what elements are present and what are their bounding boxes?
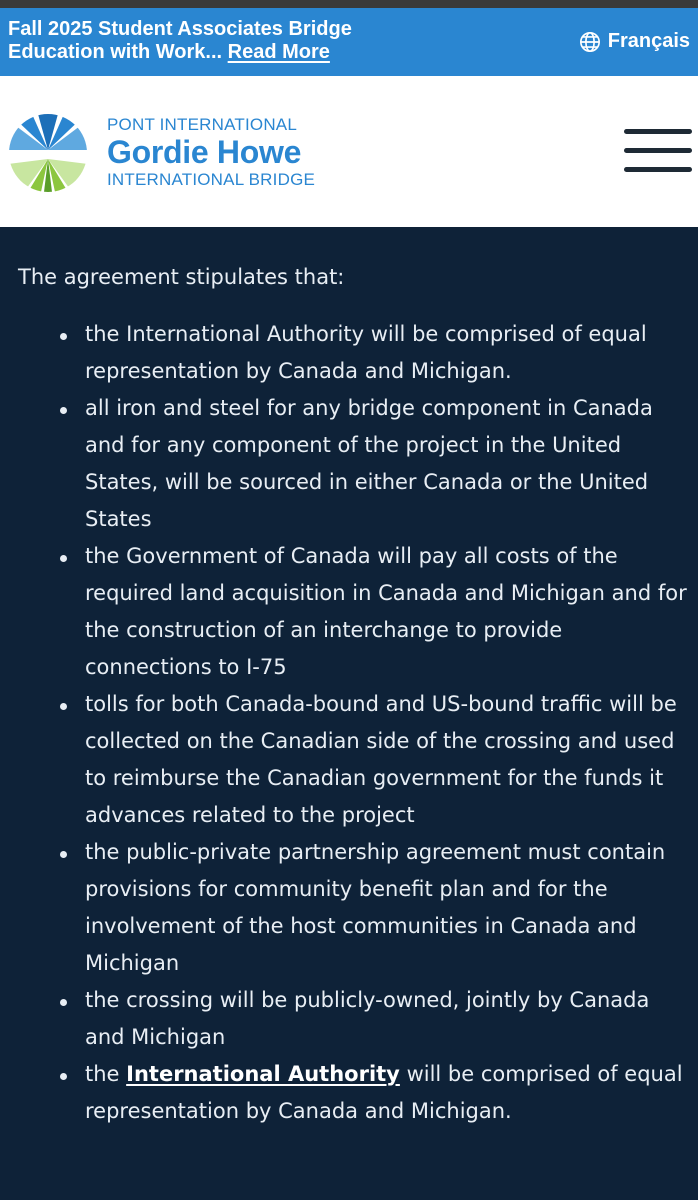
list-item-suffix: will be comprised of equal representation by Canada and Michigan. — [85, 1062, 683, 1123]
logo-line-top: PONT INTERNATIONAL — [107, 115, 297, 134]
intro-text: The agreement stipulates that: — [18, 265, 345, 289]
language-label: Français — [607, 30, 690, 52]
bridge-logo-icon[interactable] — [8, 114, 88, 192]
announcement-banner — [0, 8, 698, 76]
banner-message — [8, 18, 428, 64]
list-item: the Government of Canada will pay all costs of the required land acquisition in Canada and Michigan and for the construction of an interchange to provide connections to I-75 — [85, 538, 690, 686]
top-edge-bar — [0, 0, 698, 8]
site-header — [0, 76, 698, 227]
main-content — [0, 227, 698, 1200]
list-item — [85, 1056, 690, 1130]
stipulations-list — [85, 316, 690, 1130]
list-item: the crossing will be publicly-owned, jointly by Canada and Michigan — [85, 982, 690, 1056]
list-item-prefix: the — [85, 1062, 120, 1086]
list-item: the public-private partnership agreement must contain provisions for community benefit plan and for the involvement of the host communities in Canada and Michigan — [85, 834, 690, 982]
logo-line-bottom: INTERNATIONAL BRIDGE — [107, 170, 316, 189]
hamburger-menu-icon[interactable] — [624, 129, 692, 173]
read-more-link[interactable]: Read More — [227, 41, 330, 63]
list-item: the International Authority will be comprised of equal representation by Canada and Michigan. — [85, 316, 690, 390]
logo-line-main: Gordie Howe — [107, 134, 302, 170]
logo-wordmark[interactable] — [107, 115, 315, 189]
globe-icon — [579, 31, 601, 53]
language-switcher[interactable] — [579, 30, 690, 53]
list-item: all iron and steel for any bridge component in Canada and for any component of the project in the United States, will be sourced in either Canada or the United States — [85, 390, 690, 538]
international-authority-link[interactable]: International Authority — [126, 1062, 400, 1086]
list-item: tolls for both Canada-bound and US-bound traffic will be collected on the Canadian side of the crossing and used to reimburse the Canadian government for the funds it advances related to the project — [85, 686, 690, 834]
banner-text: Fall 2025 Student Associates Bridge Education with Work... — [8, 18, 352, 63]
